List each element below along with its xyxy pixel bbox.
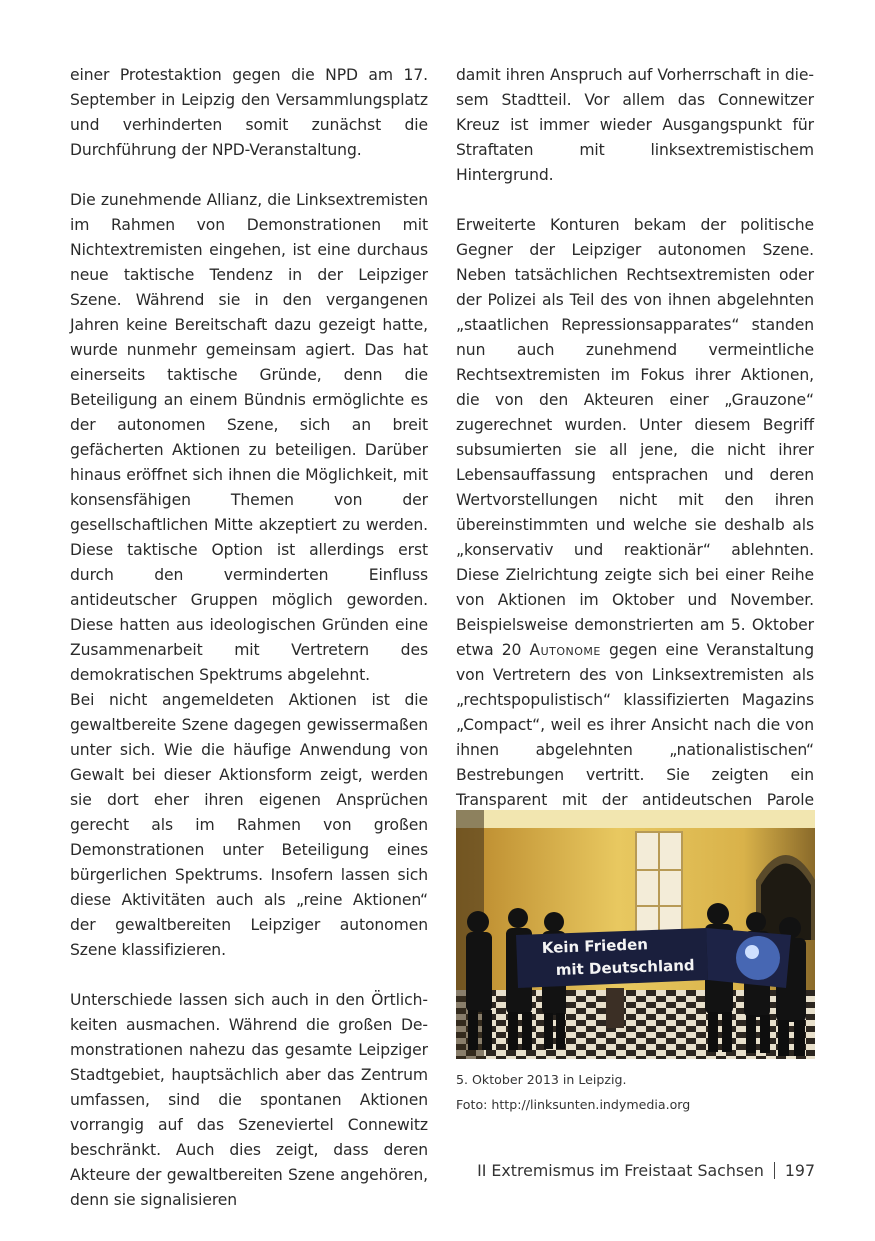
right-text-column xyxy=(456,63,814,838)
paragraph: Bei nicht angemeldeten Aktionen ist die gewaltbereite Szene dagegen gewissermaßen unter sich. Wie die häufige Anwendung von Gewalt bei dieser Aktionsform zeigt, werden sie dort eher ihren eigenen Ansprüchen gerecht als im Rahmen von großen Demonstrationen unter Beteiligung eines bürgerlichen Spektrums. Insofern lassen sich diese Aktivitäten auch als „reine Aktionen“ der gewaltbereiten Leipziger autonomen Szene klassifizieren. xyxy=(70,691,428,959)
paragraph: Unterschiede lassen sich auch in den Örtlichkeiten ausmachen. Während die großen Demonstrationen nahezu das gesamte Leipziger Stadtgebiet, hauptsächlich aber das Zentrum umfassen, sind die spontanen Aktionen vorrangig auf das Szeneviertel Connewitz beschränkt. Auch dies zeigt, dass deren Akteure der gewaltbereiten Szene angehören, denn sie signalisieren xyxy=(70,991,428,1209)
banner-text-line2: mit Deutschland xyxy=(555,956,695,979)
left-text-column xyxy=(70,63,428,1213)
term-autonome: Autonome xyxy=(529,641,601,659)
photo-caption: 5. Oktober 2013 in Leipzig. xyxy=(456,1072,627,1087)
banner-text-line1: Kein Frieden xyxy=(541,935,649,957)
paragraph: damit ihren Anspruch auf Vorherrschaft in diesem Stadtteil. Vor allem das Connewitzer Kreuz ist immer wieder Ausgangspunkt für Straftaten mit linksextremistischem Hintergrund. xyxy=(456,66,814,184)
footer-section-title: II Extremismus im Freistaat Sachsen xyxy=(477,1161,764,1180)
paragraph xyxy=(456,213,814,838)
photo-scene xyxy=(456,810,815,1059)
paragraph-text: Erweiterte Konturen bekam der politische Gegner der Leipziger autonomen Szene. Neben tatsächlichen Rechtsextremisten oder der Polizei als Teil des von ihnen abgelehnten „staatlichen Repressionsapparates“ standen nun auch zunehmend vermeintliche Rechtsextremisten im Fokus ihrer Aktionen, die von den Akteuren einer „Grauzone“ zugerechnet wurden. Unter diesem Begriff subsumierten sie all jene, die nicht ihrer Lebensauffassung entsprachen und deren Wertvorstellungen nicht mit den ihren übereinstimmten und welche sie deshalb als „konservativ und reaktionär“ ablehnten. Diese Zielrichtung zeigte sich bei einer Reihe von Aktionen im Oktober und November. Beispielsweise demonstrierten am 5. Oktober etwa 20 xyxy=(456,216,814,659)
paragraph: Die zunehmende Allianz, die Linksextremisten im Rahmen von Demonstrationen mit Nichtextremisten eingehen, ist eine durchaus neue taktische Tendenz in der Leipziger Szene. Während sie in den vergangenen Jahren keine Bereitschaft dazu gezeigt hatte, wurde nunmehr gemeinsam agiert. Das hat einerseits taktische Gründe, denn die Beteiligung an einem Bündnis ermöglichte es der autonomen Szene, sich an breit gefächerten Aktionen zu beteiligen. Darüber hinaus eröffnet sich ihnen die Möglichkeit, mit konsensfähigen Themen von der gesellschaftlichen Mitte akzeptiert zu werden. Diese taktische Option ist allerdings erst durch den verminderten Einfluss antideutscher Gruppen möglich geworden. Diese hatten aus ideologischen Gründen eine Zusammenarbeit mit Vertretern des demokratischen Spektrums abgelehnt. xyxy=(70,191,428,684)
paragraph: einer Protestaktion gegen die NPD am 17. September in Leipzig den Versammlungsplatz und verhinderten somit zunächst die Durchführung der NPD-Veranstaltung. xyxy=(70,66,428,159)
page-footer xyxy=(477,1161,815,1180)
page-number: 197 xyxy=(784,1161,815,1180)
photo-credit: Foto: http://linksunten.indymedia.org xyxy=(456,1097,691,1112)
event-photo xyxy=(456,810,815,1059)
footer-divider xyxy=(774,1162,775,1179)
paragraph-text: gegen eine Veranstaltung von Vertretern des von Linksextremisten als „rechtspopulistisch“ klassifizierten Magazins „Compact“, weil es ihrer Ansicht nach die von ihnen abgelehnten „nationalistischen“ Bestrebungen vertritt. Sie zeigten ein Transparent mit der antideutschen Parole xyxy=(456,641,814,809)
